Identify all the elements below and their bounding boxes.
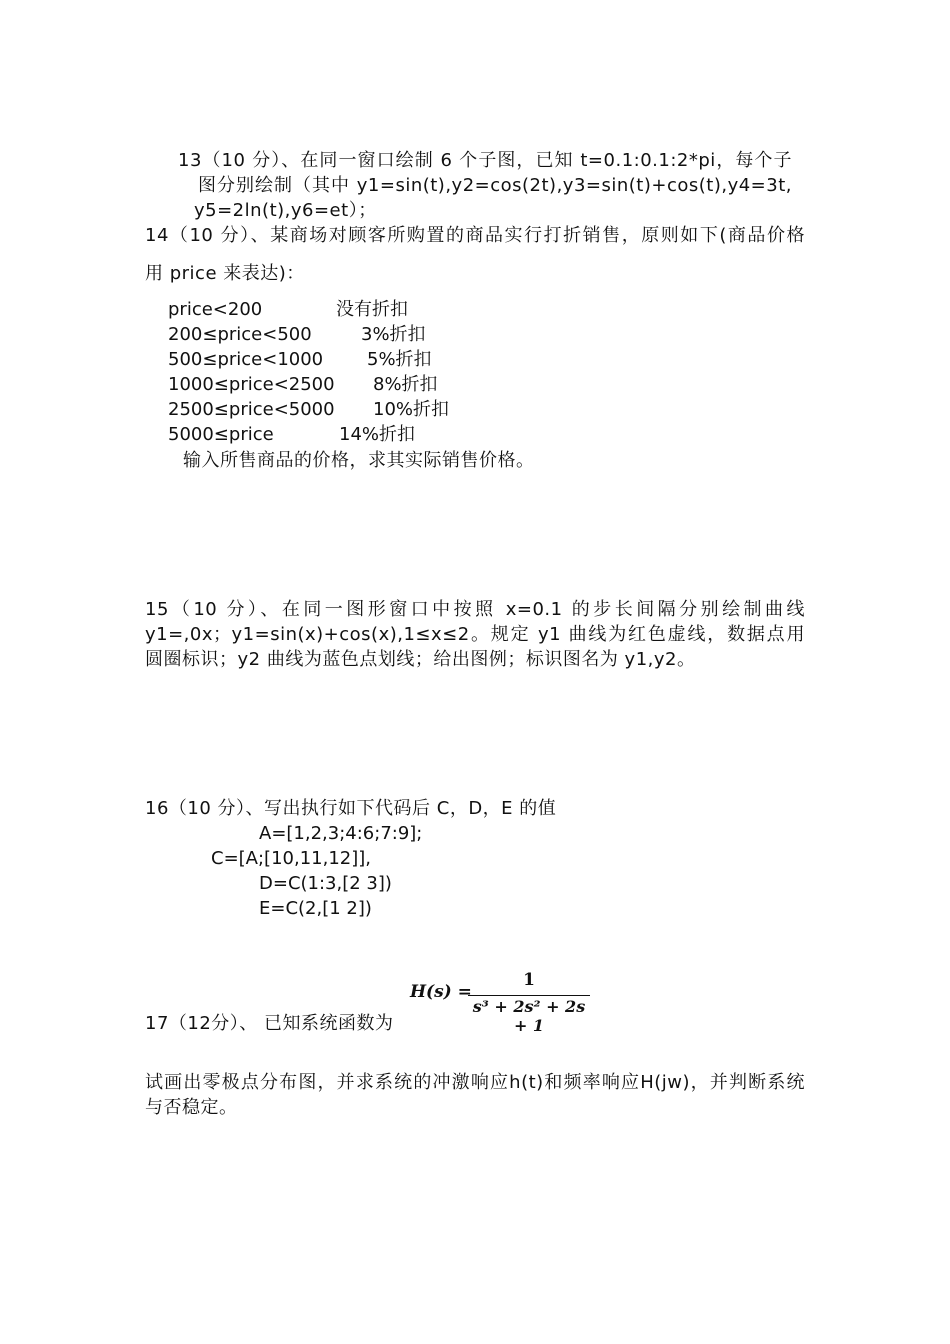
discount-rule-row bbox=[168, 298, 488, 322]
code-line: D=C(1:3,[2 3]) bbox=[259, 873, 392, 894]
fraction-bar bbox=[468, 995, 590, 996]
formula-numerator: 1 bbox=[523, 970, 535, 990]
q14-footer: 输入所售商品的价格，求其实际销售价格。 bbox=[183, 450, 535, 471]
discount-rule-row bbox=[168, 323, 488, 347]
rule-discount: 14%折扣 bbox=[339, 424, 416, 445]
rule-condition: 2500≤price<5000 bbox=[168, 399, 335, 420]
rule-condition: 200≤price<500 bbox=[168, 324, 312, 345]
system-function-formula bbox=[408, 968, 598, 1035]
q17-line-2: 试画出零极点分布图，并求系统的冲激响应h(t)和频率响应H(jw)，并判断系统 bbox=[145, 1072, 805, 1093]
q17-line-3: 与否稳定。 bbox=[145, 1097, 238, 1118]
formula-lhs: H(s) = bbox=[410, 982, 472, 1002]
discount-rule-row bbox=[168, 348, 488, 372]
rule-condition: 5000≤price bbox=[168, 424, 274, 445]
q15-line-1: 15（10 分）、在同一图形窗口中按照 x=0.1 的步长间隔分别绘制曲线 bbox=[145, 599, 805, 620]
q16-line-1: 16（10 分）、写出执行如下代码后 C，D，E 的值 bbox=[145, 798, 557, 819]
formula-denominator: s³ + 2s² + 2s + 1 bbox=[472, 997, 586, 1035]
discount-rule-row bbox=[168, 373, 488, 397]
q14-line-1: 14（10 分）、某商场对顾客所购置的商品实行打折销售，原则如下(商品价格 bbox=[145, 225, 805, 246]
rule-discount: 没有折扣 bbox=[336, 299, 408, 320]
discount-rule-row bbox=[168, 398, 488, 422]
code-line: E=C(2,[1 2]) bbox=[259, 898, 372, 919]
rule-discount: 10%折扣 bbox=[373, 399, 450, 420]
q14-line-2: 用 price 来表达)： bbox=[145, 263, 305, 284]
q15-line-2: y1=,0x；y1=sin(x)+cos(x),1≤x≤2。规定 y1 曲线为红色虚线，数据点用 bbox=[145, 624, 805, 645]
q17-line-1: 17（12分）、 已知系统函数为 bbox=[145, 1013, 394, 1034]
q13-line-3: y5=2ln(t),y6=et）； bbox=[194, 200, 377, 221]
code-line: A=[1,2,3;4:6;7:9]; bbox=[259, 823, 423, 844]
q13-line-2: 图分别绘制（其中 y1=sin(t),y2=cos(2t),y3=sin(t)+cos(t),y4=3t, bbox=[198, 175, 792, 196]
code-line: C=[A;[10,11,12]], bbox=[211, 848, 371, 869]
discount-rule-row bbox=[168, 423, 488, 447]
rule-discount: 3%折扣 bbox=[361, 324, 426, 345]
q15-line-3: 圆圈标识；y2 曲线为蓝色点划线；给出图例；标识图名为 y1,y2。 bbox=[145, 649, 696, 670]
rule-condition: 500≤price<1000 bbox=[168, 349, 324, 370]
rule-discount: 8%折扣 bbox=[373, 374, 438, 395]
rule-condition: price<200 bbox=[168, 299, 263, 320]
rule-condition: 1000≤price<2500 bbox=[168, 374, 335, 395]
q13-line-1: 13（10 分）、在同一窗口绘制 6 个子图，已知 t=0.1:0.1:2*pi，每个子 bbox=[178, 150, 792, 171]
rule-discount: 5%折扣 bbox=[367, 349, 432, 370]
